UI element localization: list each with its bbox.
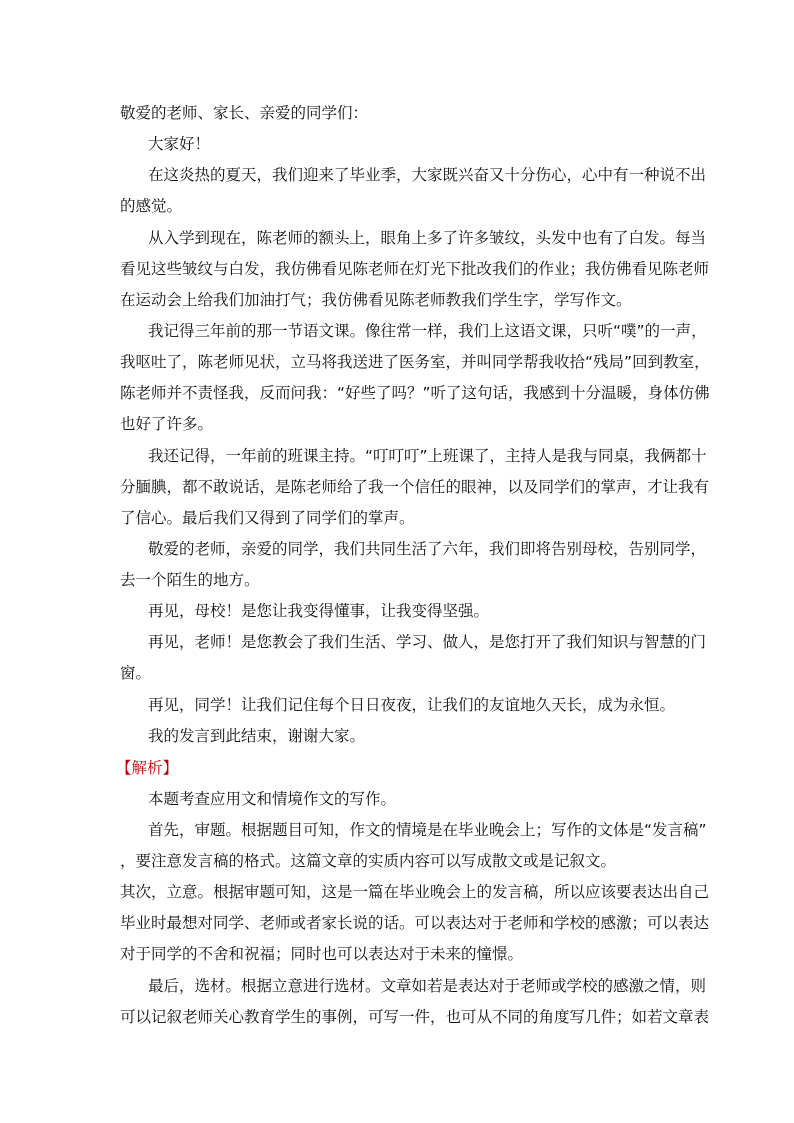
paragraph-line: 看见这些皱纹与白发，我仿佛看见陈老师在灯光下批改我们的作业；我仿佛看见陈老师: [120, 260, 710, 278]
paragraph-line: 窗。: [120, 664, 152, 682]
paragraph-line: 再见，同学！让我们记住每个日日夜夜，让我们的友谊地久天长，成为永恒。: [148, 696, 676, 714]
paragraph-line: 我的发言到此结束，谢谢大家。: [148, 727, 366, 745]
salutation: 敬爱的老师、家长、亲爱的同学们：: [120, 104, 369, 122]
analysis-line: 可以记叙老师关心教育学生的事例，可写一件，也可从不同的角度写几件；如若文章表: [120, 1008, 710, 1026]
paragraph-line: 再见，母校！是您让我变得懂事，让我变得坚强。: [148, 602, 490, 620]
paragraph-line: 分腼腆，都不敢说话，是陈老师给了我一个信任的眼神，以及同学们的掌声，才让我有: [120, 478, 710, 496]
analysis-line: 毕业时最想对同学、老师或者家长说的话。可以表达对于老师和学校的感激；可以表达: [120, 914, 710, 932]
paragraph-line: 陈老师并不责怪我，反而问我：“好些了吗？”听了这句话，我感到十分温暖，身体仿佛: [120, 384, 710, 402]
analysis-line: 本题考查应用文和情境作文的写作。: [148, 790, 397, 808]
paragraph-line: 我记得三年前的那一节语文课。像往常一样，我们上这语文课，只听“噗”的一声，: [148, 322, 707, 340]
paragraph-line: 了信心。最后我们又得到了同学们的掌声。: [120, 509, 415, 527]
analysis-line: ，要注意发言稿的格式。这篇文章的实质内容可以写成散文或是记叙文。: [120, 852, 617, 870]
paragraph-line: 敬爱的老师，亲爱的同学，我们共同生活了六年，我们即将告别母校，告别同学，: [148, 540, 707, 558]
paragraph-line: 的感觉。: [120, 197, 183, 215]
paragraph-line: 再见，老师！是您教会了我们生活、学习、做人，是您打开了我们知识与智慧的门: [148, 633, 707, 651]
paragraph-line: 去一个陌生的地方。: [120, 571, 260, 589]
greeting: 大家好！: [148, 135, 211, 153]
analysis-line: 对于同学的不舍和祝福；同时也可以表达对于未来的憧憬。: [120, 945, 524, 963]
analysis-heading: 【解析】: [116, 759, 179, 777]
paragraph-line: 我呕吐了，陈老师见状，立马将我送进了医务室，并叫同学帮我收拾“残局”回到教室，: [120, 353, 710, 371]
paragraph-line: 我还记得，一年前的班课主持。“叮叮叮”上班课了，主持人是我与同桌，我俩都十: [148, 447, 707, 465]
analysis-line: 首先，审题。根据题目可知，作文的情境是在毕业晚会上；写作的文体是“发言稿”: [148, 821, 707, 839]
paragraph-line: 在运动会上给我们加油打气；我仿佛看见陈老师教我们学生字，学写作文。: [120, 291, 632, 309]
paragraph-line: 也好了许多。: [120, 415, 214, 433]
analysis-line: 其次，立意。根据审题可知，这是一篇在毕业晚会上的发言稿，所以应该要表达出自己: [120, 883, 710, 901]
paragraph-line: 在这炎热的夏天，我们迎来了毕业季，大家既兴奋又十分伤心，心中有一种说不出: [148, 166, 707, 184]
analysis-line: 最后，选材。根据立意进行选材。文章如若是表达对于老师或学校的感激之情，则: [148, 977, 707, 995]
paragraph-line: 从入学到现在，陈老师的额头上，眼角上多了许多皱纹，头发中也有了白发。每当: [148, 229, 707, 247]
